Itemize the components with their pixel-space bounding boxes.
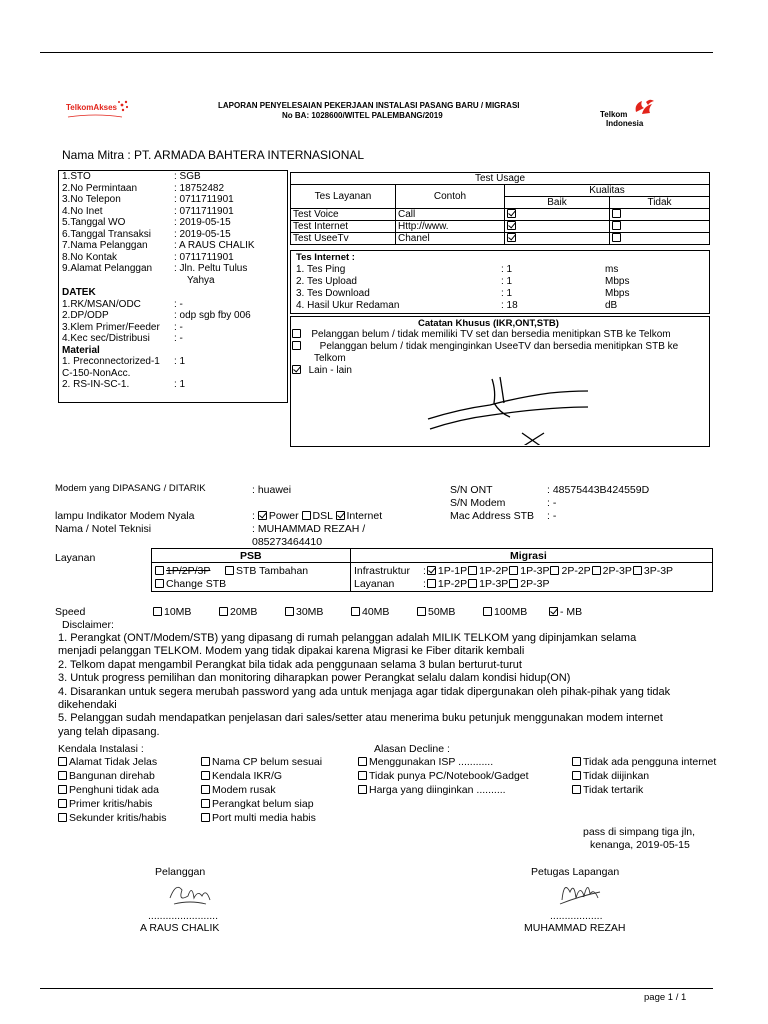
tes-label: 3. Tes Download (296, 288, 370, 299)
sn-modem-value: : - (547, 497, 557, 509)
kendala-option (58, 756, 157, 768)
mac-value: : - (547, 510, 557, 522)
kendala-label: Bangunan direhab (69, 770, 155, 782)
option-checkbox[interactable] (427, 566, 436, 575)
catatan-title: Catatan Khusus (IKR,ONT,STB) (418, 318, 559, 329)
kendala-label: Alamat Tidak Jelas (69, 756, 158, 768)
kendala-checkbox[interactable] (358, 771, 367, 780)
lampu-label: lampu Indikator Modem Nyala (55, 510, 195, 522)
telkom-indonesia-logo (598, 98, 658, 128)
kendala-checkbox[interactable] (201, 799, 210, 808)
disclaimer-line: 3. Untuk progress pemilihan dan monitoring diharapkan power Perangkat selalu dalam kondisi hidup(ON) (58, 672, 571, 685)
catatan-checkbox-2[interactable] (292, 341, 301, 350)
kendala-option (201, 784, 276, 796)
tes-unit: Mbps (605, 288, 630, 299)
kendala-option (58, 770, 155, 782)
place-line-1: pass di simpang tiga jln, (583, 826, 696, 838)
datek-label: 1.RK/MSAN/ODC (62, 298, 141, 310)
kendala-label: Menggunakan ISP ............ (369, 756, 494, 768)
kendala-option (58, 784, 159, 796)
speed-option (483, 606, 527, 618)
stb-tambahan-label: STB Tambahan (235, 565, 309, 577)
kendala-option (201, 798, 314, 810)
option-checkbox[interactable] (468, 566, 477, 575)
kendala-option (572, 756, 716, 768)
speed-label-text: 30MB (296, 606, 324, 618)
teknisi-value-1: : MUHAMMAD REZAH / (252, 523, 366, 535)
datek-value: : - (174, 298, 183, 310)
baik-checkbox[interactable] (507, 233, 516, 242)
speed-option (549, 606, 582, 618)
info-label: 4.No Inet (62, 205, 103, 217)
col-baik: Baik (505, 197, 610, 209)
alamat-cont: Yahya (187, 274, 215, 286)
option-label: 1P-1P (437, 565, 468, 577)
datek-value: : odp sgb fby 006 (174, 310, 251, 321)
tes-internet-title: Tes Internet : (296, 252, 355, 263)
infrastruktur-label: Infrastruktur (354, 565, 411, 577)
tes-label: 4. Hasil Ukur Redaman (296, 300, 400, 311)
pelanggan-title: Pelanggan (155, 866, 206, 878)
power-label: Power (268, 510, 299, 522)
layanan-divider (350, 548, 351, 592)
pelanggan-dots: ........................ (148, 910, 219, 922)
speed-checkbox[interactable] (549, 607, 558, 616)
speed-option (219, 606, 257, 618)
catatan-checkbox-1[interactable] (292, 329, 301, 338)
kendala-option (201, 756, 322, 768)
disclaimer-line: 1. Perangkat (ONT/Modem/STB) yang dipasang di rumah pelanggan adalah MILIK TELKOM yang dipinjamkan selama (58, 632, 637, 644)
kendala-checkbox[interactable] (58, 813, 67, 822)
speed-checkbox[interactable] (153, 607, 162, 616)
kendala-checkbox[interactable] (201, 771, 210, 780)
teknisi-label: Nama / Notel Teknisi (55, 523, 152, 535)
page-number: page 1 / 1 (644, 992, 687, 1003)
kendala-option (572, 770, 649, 782)
internet-checkbox[interactable] (336, 511, 345, 520)
info-label: 9.Alamat Pelanggan (62, 263, 153, 274)
kendala-option (58, 812, 166, 824)
kendala-checkbox[interactable] (201, 813, 210, 822)
psb-row-1 (155, 565, 308, 577)
change-stb-checkbox[interactable] (155, 579, 164, 588)
col-contoh: Contoh (396, 185, 505, 209)
infrastruktur-options (423, 565, 673, 577)
kendala-checkbox[interactable] (58, 771, 67, 780)
migrasi-title: Migrasi (510, 550, 547, 562)
dsl-checkbox[interactable] (302, 511, 311, 520)
speed-checkbox[interactable] (351, 607, 360, 616)
kendala-option (58, 798, 152, 810)
migrasi-layanan-options (423, 578, 549, 590)
speed-checkbox[interactable] (483, 607, 492, 616)
decline-title: Alasan Decline : (374, 743, 450, 755)
speed-option (351, 606, 389, 618)
disclaimer-line: dikehendaki (58, 699, 117, 711)
kendala-option (358, 756, 493, 768)
test-usage-table (290, 172, 710, 245)
option-checkbox[interactable] (550, 566, 559, 575)
psb-1p2p3p-checkbox[interactable] (155, 566, 164, 575)
option-label: 2P-2P (561, 565, 591, 577)
psb-1p2p3p-label: 1P/2P/3P (166, 565, 211, 577)
kendala-title: Kendala Instalasi : (58, 743, 144, 755)
catatan-item-1-label: Pelanggan belum / tidak memiliki TV set dan bersedia menitipkan STB ke Telkom (311, 329, 671, 340)
disclaimer-line: 2. Telkom dapat mengambil Perangkat bila tidak ada penggunaan selama 3 bulan berturut-turut (58, 658, 522, 671)
tes-unit: Mbps (605, 276, 630, 287)
kendala-option (358, 770, 529, 782)
datek-title: DATEK (62, 287, 96, 298)
kendala-label: Tidak ada pengguna internet (583, 756, 717, 768)
option-checkbox[interactable] (592, 566, 601, 575)
tidak-checkbox[interactable] (612, 209, 621, 218)
psb-row-2 (155, 578, 226, 590)
col-tidak: Tidak (610, 197, 710, 209)
stb-tambahan-checkbox[interactable] (225, 566, 234, 575)
info-value: : Jln. Peltu Tulus (174, 263, 248, 274)
speed-label-text: 50MB (428, 606, 456, 618)
info-label: 3.No Telepon (62, 194, 121, 205)
speed-label-text: 20MB (230, 606, 258, 618)
row-layanan: Test Internet (291, 221, 396, 233)
option-label: 2P-3P (520, 578, 550, 590)
sn-ont-label: S/N ONT (450, 484, 493, 496)
datek-label: 3.Klem Primer/Feeder (62, 321, 160, 333)
baik-checkbox[interactable] (507, 221, 516, 230)
table-row (291, 221, 710, 233)
kendala-label: Penghuni tidak ada (69, 784, 159, 796)
kendala-option (201, 770, 282, 782)
dsl-label: DSL (312, 510, 333, 522)
catatan-item-3-label: Lain - lain (308, 365, 352, 376)
option-label: 1P-2P (437, 578, 468, 590)
power-checkbox[interactable] (258, 511, 267, 520)
catatan-item-2-cont: Telkom (314, 353, 346, 364)
speed-checkbox[interactable] (285, 607, 294, 616)
telkomakses-logo (66, 99, 130, 121)
petugas-dots: .................. (550, 910, 603, 922)
kendala-label: Sekunder kritis/habis (69, 812, 167, 824)
table-row (291, 233, 710, 245)
speed-checkbox[interactable] (417, 607, 426, 616)
datek-label: 2.DP/ODP (62, 310, 109, 321)
kendala-option (572, 784, 643, 796)
kendala-label: Primer kritis/habis (69, 798, 153, 810)
lampu-indicators (252, 510, 382, 522)
row-contoh: Http://www. (396, 221, 505, 233)
disclaimer-line: yang telah dipasang. (58, 725, 160, 738)
baik-checkbox[interactable] (507, 209, 516, 218)
telkom-logo-text: Telkom (600, 110, 628, 119)
material-label: 2. RS-IN-SC-1. (62, 379, 130, 390)
info-label: 1.STO (62, 171, 91, 182)
option-prefix: : (423, 578, 426, 590)
speed-label: Speed (55, 606, 86, 618)
material-label: 1. Preconnectorized-1 (62, 356, 160, 367)
kendala-label: Kendala IKR/G (212, 770, 283, 782)
mac-label: Mac Address STB (450, 510, 535, 522)
row-layanan: Test UseeTv (291, 233, 396, 245)
modem-value: : huawei (252, 484, 292, 496)
kendala-label: Port multi media habis (212, 812, 316, 824)
option-checkbox[interactable] (427, 579, 436, 588)
pelanggan-name: A RAUS CHALIK (140, 922, 220, 934)
option-checkbox[interactable] (633, 566, 642, 575)
info-label: 7.Nama Pelanggan (62, 240, 148, 251)
tes-value: : 1 (501, 288, 513, 299)
col-tes-layanan: Tes Layanan (291, 185, 396, 209)
option-label: 2P-3P (602, 565, 632, 577)
catatan-item-1 (292, 329, 671, 341)
kendala-option (358, 784, 506, 796)
info-value: : 18752482 (174, 182, 225, 194)
report-number: No BA: 1028600/WITEL PALEMBANG/2019 (282, 111, 443, 120)
option-label: 1P-2P (479, 565, 509, 577)
speed-checkbox[interactable] (219, 607, 228, 616)
info-value: : 0711711901 (174, 194, 234, 205)
pelanggan-signature (166, 876, 216, 910)
layanan-label: Layanan (55, 552, 96, 564)
material-title: Material (62, 344, 100, 356)
catatan-item-3 (292, 365, 352, 377)
tidak-checkbox[interactable] (612, 221, 621, 230)
row-contoh: Chanel (396, 233, 505, 245)
info-label: 6.Tanggal Transaksi (62, 228, 151, 240)
bottom-rule (40, 988, 713, 989)
option-label: 3P-3P (643, 565, 674, 577)
option-checkbox[interactable] (509, 579, 518, 588)
table-row (291, 209, 710, 221)
info-value: : 0711711901 (174, 205, 234, 217)
speed-option (285, 606, 323, 618)
material-label: C-150-NonAcc. (62, 367, 131, 379)
place-line-2: kenanga, 2019-05-15 (590, 839, 690, 851)
tes-value: : 1 (501, 276, 513, 287)
info-value: : 0711711901 (174, 251, 234, 263)
sn-ont-value: : 48575443B424559D (547, 484, 650, 496)
option-prefix: : (423, 565, 426, 577)
info-label: 2.No Permintaan (62, 182, 138, 194)
top-rule (40, 52, 713, 53)
option-label: 1P-3P (479, 578, 509, 590)
info-label: 8.No Kontak (62, 251, 118, 263)
catatan-checkbox-3[interactable] (292, 365, 301, 374)
petugas-title: Petugas Lapangan (531, 866, 620, 878)
psb-title: PSB (240, 550, 262, 562)
speed-label-text: 100MB (494, 606, 528, 618)
kendala-checkbox[interactable] (358, 757, 367, 766)
tidak-checkbox[interactable] (612, 233, 621, 242)
sn-modem-label: S/N Modem (450, 497, 506, 509)
tes-value: : 18 (501, 300, 518, 311)
datek-value: : - (174, 321, 183, 333)
teknisi-value-2: 085273464410 (252, 536, 323, 548)
migrasi-layanan-label: Layanan (354, 578, 395, 590)
kendala-checkbox[interactable] (572, 757, 581, 766)
nama-mitra: Nama Mitra : PT. ARMADA BAHTERA INTERNASIONAL (62, 148, 365, 162)
kendala-label: Nama CP belum sesuai (212, 756, 323, 768)
kendala-label: Perangkat belum siap (212, 798, 314, 810)
kendala-checkbox[interactable] (58, 785, 67, 794)
kendala-label: Modem rusak (212, 784, 276, 796)
row-layanan: Test Voice (291, 209, 396, 221)
test-usage-title: Test Usage (291, 173, 710, 185)
col-kualitas: Kualitas (505, 185, 710, 197)
kendala-label: Tidak punya PC/Notebook/Gadget (369, 770, 529, 782)
info-value: : SGB (174, 171, 201, 182)
info-value: : 2019-05-15 (174, 228, 231, 240)
kendala-checkbox[interactable] (358, 785, 367, 794)
speed-label-text: - MB (560, 606, 583, 618)
disclaimer-line: menjadi pelanggan TELKOM. Modem yang tidak dipakai karena Migrasi ke Fiber ditarik kembali (58, 645, 525, 658)
tes-label: 2. Tes Upload (296, 276, 357, 287)
modem-label: Modem yang DIPASANG / DITARIK (55, 483, 206, 494)
speed-label-text: 40MB (362, 606, 390, 618)
datek-value: : - (174, 333, 183, 344)
speed-option (417, 606, 455, 618)
info-label: 5.Tanggal WO (62, 217, 126, 228)
kendala-checkbox[interactable] (572, 771, 581, 780)
catatan-item-2 (292, 341, 678, 353)
info-value: : 2019-05-15 (174, 217, 231, 228)
kendala-label: Harga yang diinginkan .......... (369, 784, 506, 796)
kendala-checkbox[interactable] (201, 757, 210, 766)
disclaimer-title: Disclaimer: (62, 619, 114, 631)
layanan-header-rule (151, 562, 713, 563)
speed-option (153, 606, 191, 618)
kendala-label: Tidak tertarik (583, 784, 644, 796)
option-checkbox[interactable] (468, 579, 477, 588)
tes-unit: dB (605, 300, 618, 311)
kendala-checkbox[interactable] (58, 757, 67, 766)
disclaimer-line: 5. Pelanggan sudah mendapatkan penjelasan dari sales/setter atau menerima buku petunjuk menggunakan modem internet (58, 712, 663, 725)
kendala-checkbox[interactable] (572, 785, 581, 794)
report-title: LAPORAN PENYELESAIAN PEKERJAAN INSTALASI PASANG BARU / MIGRASI (218, 101, 520, 110)
lampu-prefix: : (252, 510, 255, 522)
petugas-signature (556, 874, 606, 910)
indonesia-logo-text: Indonesia (606, 119, 644, 128)
hand-drawn-sketch (420, 375, 590, 445)
option-label: 1P-3P (520, 565, 550, 577)
kendala-option (201, 812, 316, 824)
telkomakses-logo-text: TelkomAkses (66, 103, 117, 112)
tes-label: 1. Tes Ping (296, 264, 346, 275)
speed-label-text: 10MB (164, 606, 192, 618)
catatan-item-2-label: Pelanggan belum / tidak menginginkan UseeTV dan bersedia menitipkan STB ke (319, 341, 679, 352)
material-value: : 1 (174, 356, 186, 367)
kendala-checkbox[interactable] (58, 799, 67, 808)
material-value: : 1 (174, 379, 186, 390)
tes-value: : 1 (501, 264, 513, 275)
kendala-checkbox[interactable] (201, 785, 210, 794)
change-stb-label: Change STB (166, 578, 227, 590)
tes-unit: ms (605, 264, 619, 275)
option-checkbox[interactable] (509, 566, 518, 575)
datek-label: 4.Kec sec/Distribusi (62, 333, 150, 344)
kendala-label: Tidak diijinkan (583, 770, 650, 782)
petugas-name: MUHAMMAD REZAH (524, 922, 626, 934)
info-value: : A RAUS CHALIK (174, 240, 255, 251)
internet-label: Internet (346, 510, 383, 522)
disclaimer-line: 4. Disarankan untuk segera merubah password yang ada untuk menjaga agar tidak dipergunakan oleh pihak-pihak yang tidak (58, 685, 671, 698)
row-contoh: Call (396, 209, 505, 221)
